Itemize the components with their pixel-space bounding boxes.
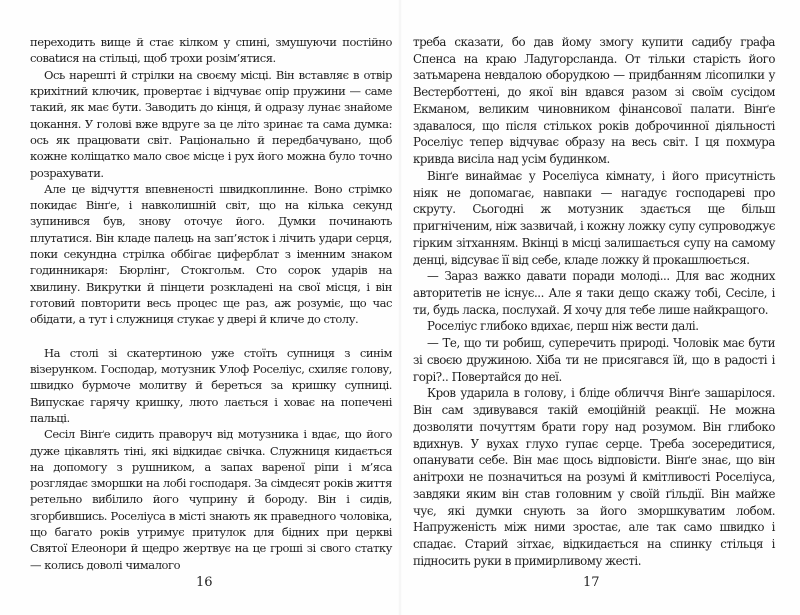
right-page [413,34,775,570]
paragraph: переходить вище й стає кілком у спині, змушуючи постійно совatися на стільці, щоб трохи розім’ятися. [30,35,392,66]
paragraph: — Зараз важко давати поради молоді... Для вас жодних авторитетів не існує... Але я таки дещо скажу тобі, Сесіле, і ти, будь ласка, послухай. Я хочу для тебе лише найкращого. [413,269,775,317]
paragraph: Але це відчуття впевненості швидкоплинне. Воно стрімко покидає Вінґе, і навколишній світ, що на кілька секунд зупинився був, знову оточує його. Думки починають плутатися. Він кладе палець на зап’ясток і лічить удари серця, поки секундна стрілка оббігає циферблат з іменним знаком годинникаря: Бюрлінг, Стокгольм. Сто сорок ударів на хвилину. Викрутки й пінцети розкладені на свої місця, і він готовий повторити весь процес ще раз, аж розуміє, що час обідати, а тут і служниця стукає у двері й кличе до столу. [30,181,392,327]
paragraph: Ось нарешті й стрілки на своєму місці. Він вставляє в отвір крихітний ключик, провертає і відчуває опір пружини — саме такий, як має бути. Заводить до кінця, й одразу лунає знайоме цокання. У голові вже вдруге за це літо зринає та сама думка: ось як працювати світ. Раціонально й передбачувано, щоб кожне коліщатко мало своє місце і рух його можна було точно розрахувати. [30,67,392,180]
paragraph: На столі зі скатертиною уже стоїть супниця з синім візерунком. Господар, мотузник Улоф Роселіус, схиляє голову, швидко бурмоче молитву й береться за кришку супниці. Випускає гарячу кришку, люто лається і ховає на попечені пальці. [30,345,392,425]
paragraph: Кров ударила в голову, і бліде обличчя Вінґе зашарілося. Він сам здивувався такій емоційній реакції. Не можна дозволяти почуттям брати гору над розумом. Він глибоко вдихнув. У вухах глухо гупає серце. Треба зосередитися, опанувати себе. Він має щось відповісти. Вінґе знає, що він анітрохи не позначиться на розумі й кмітливості Роселіуса, завдяки яким він став головним у своїй ґільдії. Він майже чує, які думки снують за його зморшкуватим лобом. Напруженість між ними зростає, але так само швидко і спадає. Старий зітхає, відкидається на спинку стільця і підносить руки в примирливому жесті. [413,386,775,568]
paragraph: — Те, що ти робиш, суперечить природі. Чоловік має бути зі своєю дружиною. Хіба ти не присягався їй, що в радості і горі?.. Повертайся до неї. [413,336,775,384]
left-page [30,34,392,573]
page-number-left: 16 [196,575,213,590]
paragraph: Вінґе винаймає у Роселіуса кімнату, і його присутність ніяк не допомагає, навпаки — нагадує господареві про скруту. Сьогодні ж мотузник здається ще більш пригніченим, ніж зазвичай, і кожну ложку супу супроводжує гірким зітханням. Вкінці в місці залишається супу на самому денці, відсуває її від себе, кладе ложку й прокашлюється. [413,168,775,267]
paragraph: треба сказати, бо дав йому змогу купити садибу графа Спенса на краю Ладугорсланда. От тільки старість його затьмарена невдалою оборудкою — придбанням лісопилки у Вестерботтені, до якої він вдався разом зі своїм сусідом Екманом, великим чиновником фінансової палати. Вінґе здавалося, що після стількох років доброчинної діяльності Роселіус тепер відчуває образу на весь світ. І ця похмура кривда висіла над усім будинком. [413,35,775,167]
paragraph: Роселіус глибоко вдихає, перш ніж вести далі. [427,319,699,334]
book-gutter [398,0,402,615]
paragraph: Сесіл Вінґе сидить праворуч від мотузника і вдає, що його дуже цікавлять тіні, які відкидає свічка. Служниця кидається на допомогу з рушником, а запах вареної ріпи і м’яса розглядає зморшки на лобі господаря. За сімдесят років життя ретельно вибілило його чуприну й бороду. Він і сидів, згорбившись. Роселіуса в місті знають як праведного чоловіка, що багато років утримує притулок для бідних при церкві Святої Елеонори й щедро жертвує на це гроші зі свого статку — колись доволі чималого [30,427,392,572]
page-number-right: 17 [583,575,600,590]
